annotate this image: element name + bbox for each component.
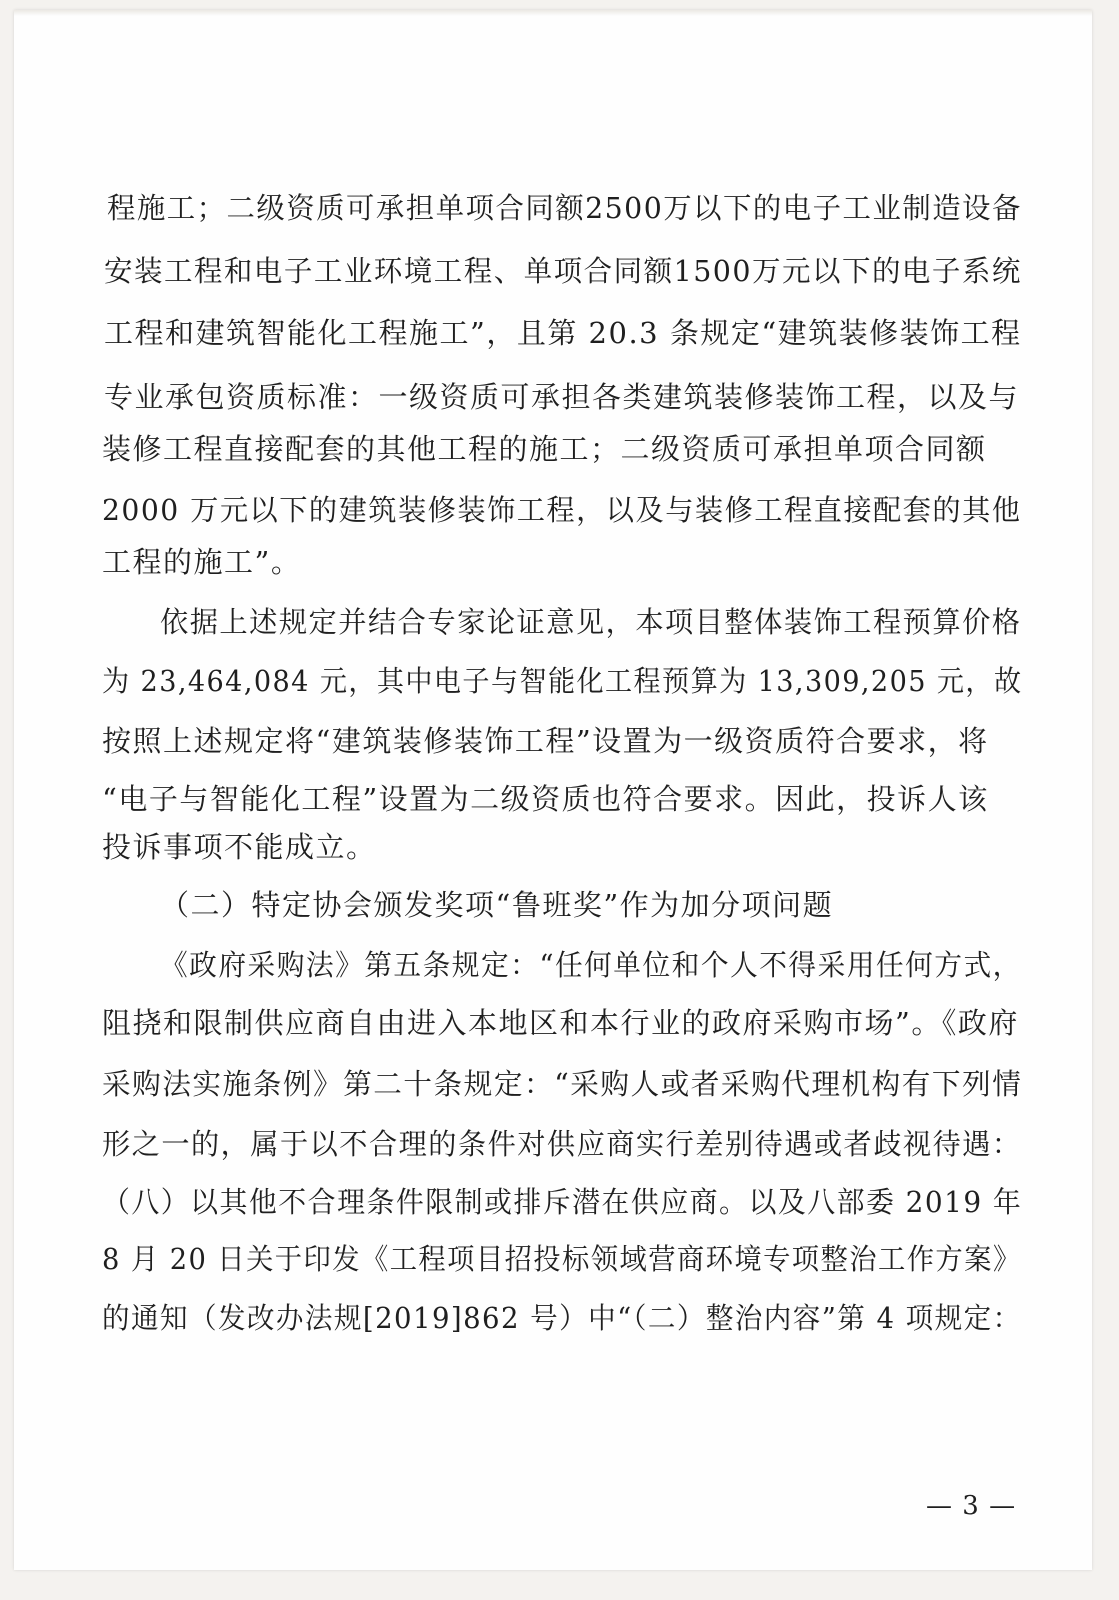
text-line: 投诉事项不能成立。 (102, 830, 377, 864)
text-line: 工程的施工”。 (102, 545, 302, 579)
text-line: “电子与智能化工程”设置为二级资质也符合要求。因此，投诉人该 (102, 782, 989, 816)
text-line: （八）以其他不合理条件限制或排斥潜在供应商。以及八部委 2019 年 (102, 1185, 1023, 1219)
text-line: 为 23,464,084 元，其中电子与智能化工程预算为 13,309,205 元，故 (102, 664, 1023, 698)
text-line: 2000 万元以下的建筑装修装饰工程，以及与装修工程直接配套的其他 (102, 493, 1022, 527)
text-line: 的通知（发改办法规[2019]862 号）中“（二）整治内容”第 4 项规定： (102, 1301, 1022, 1335)
text-line: 阻挠和限制供应商自由进入本地区和本行业的政府采购市场”。《政府 (102, 1006, 1019, 1040)
text-line: 专业承包资质标准：一级资质可承担各类建筑装修装饰工程，以及与 (104, 380, 1020, 414)
body-text (14, 10, 1092, 1570)
paragraph-start: 依据上述规定并结合专家论证意见，本项目整体装饰工程预算价格 (160, 605, 1022, 639)
section-heading: （二）特定协会颁发奖项“鲁班奖”作为加分项问题 (160, 888, 834, 922)
text-line: 8 月 20 日关于印发《工程项目招投标领域营商环境专项整治工作方案》 (102, 1242, 1022, 1276)
text-line: 按照上述规定将“建筑装修装饰工程”设置为一级资质符合要求，将 (102, 724, 989, 758)
text-line: 采购法实施条例》第二十条规定：“采购人或者采购代理机构有下列情 (102, 1067, 1023, 1101)
text-line: 安装工程和电子工业环境工程、单项合同额1500万元以下的电子系统 (104, 254, 1022, 288)
text-line: 工程和建筑智能化工程施工”，且第 20.3 条规定“建筑装修装饰工程 (104, 316, 1022, 350)
text-line: 装修工程直接配套的其他工程的施工；二级资质可承担单项合同额 (102, 432, 987, 466)
paragraph-start: 《政府采购法》第五条规定：“任何单位和个人不得采用任何方式， (160, 948, 1022, 982)
text-line: 形之一的，属于以不合理的条件对供应商实行差别待遇或者歧视待遇： (102, 1127, 1022, 1161)
page-number: — 3 — (926, 1491, 1017, 1521)
text-line: 程施工；二级资质可承担单项合同额2500万以下的电子工业制造设备 (107, 191, 1022, 225)
document-page (14, 10, 1092, 1570)
